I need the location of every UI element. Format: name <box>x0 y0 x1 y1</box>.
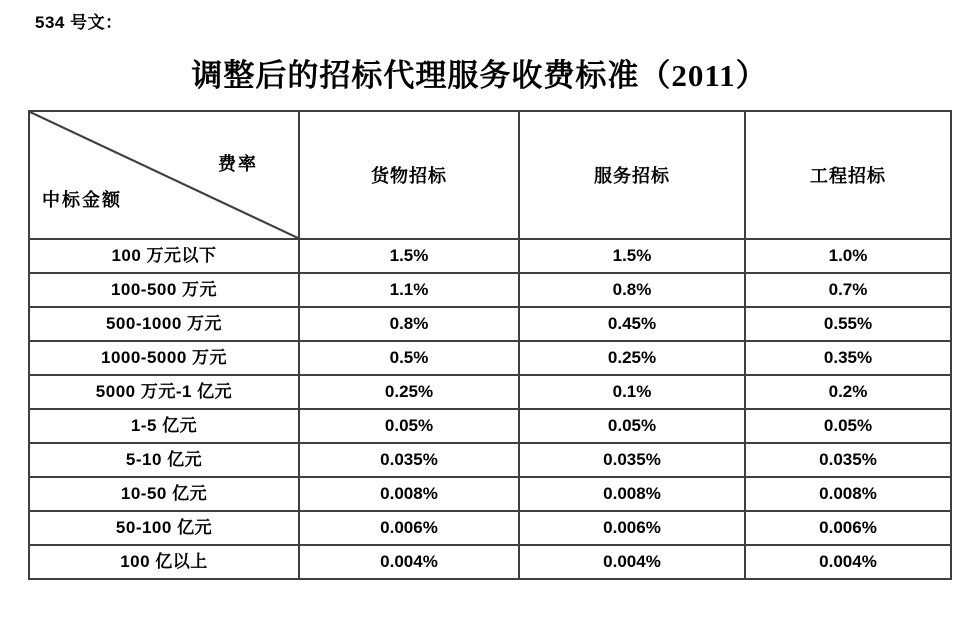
header-row <box>29 111 951 239</box>
page-title: 调整后的招标代理服务收费标准（2011） <box>191 58 768 93</box>
rate-cell: 0.55% <box>745 307 951 341</box>
rate-cell: 1.1% <box>299 273 519 307</box>
table-row <box>29 443 951 477</box>
rate-cell: 0.05% <box>745 409 951 443</box>
corner-header-cell <box>29 111 299 239</box>
table-row <box>29 409 951 443</box>
amount-range-cell: 1000-5000 万元 <box>29 341 299 375</box>
rate-cell: 0.7% <box>745 273 951 307</box>
amount-range-cell: 5000 万元-1 亿元 <box>29 375 299 409</box>
rate-cell: 0.004% <box>745 545 951 579</box>
rate-cell: 0.1% <box>519 375 745 409</box>
rate-cell: 0.8% <box>519 273 745 307</box>
rate-cell: 0.008% <box>745 477 951 511</box>
rate-cell: 1.0% <box>745 239 951 273</box>
rate-cell: 0.35% <box>745 341 951 375</box>
table-row <box>29 307 951 341</box>
amount-range-cell: 100-500 万元 <box>29 273 299 307</box>
table-row <box>29 341 951 375</box>
rate-cell: 0.035% <box>519 443 745 477</box>
rate-cell: 0.004% <box>299 545 519 579</box>
amount-range-cell: 100 亿以上 <box>29 545 299 579</box>
table-row <box>29 375 951 409</box>
table-row <box>29 545 951 579</box>
amount-range-cell: 50-100 亿元 <box>29 511 299 545</box>
rate-cell: 0.05% <box>519 409 745 443</box>
table-row <box>29 239 951 273</box>
rate-cell: 0.006% <box>519 511 745 545</box>
rate-cell: 0.25% <box>519 341 745 375</box>
column-header-service-bidding: 服务招标 <box>519 111 745 239</box>
amount-range-cell: 10-50 亿元 <box>29 477 299 511</box>
doc-number-label: 534 号文： <box>35 13 123 32</box>
rate-cell: 0.05% <box>299 409 519 443</box>
rate-cell: 0.006% <box>299 511 519 545</box>
rate-cell: 0.035% <box>745 443 951 477</box>
rate-cell: 0.035% <box>299 443 519 477</box>
column-header-engineering-bidding: 工程招标 <box>745 111 951 239</box>
amount-range-cell: 500-1000 万元 <box>29 307 299 341</box>
rate-cell: 0.25% <box>299 375 519 409</box>
table-row <box>29 477 951 511</box>
amount-range-cell: 5-10 亿元 <box>29 443 299 477</box>
rate-cell: 0.8% <box>299 307 519 341</box>
column-header-goods-bidding: 货物招标 <box>299 111 519 239</box>
rate-cell: 0.008% <box>519 477 745 511</box>
rate-cell: 1.5% <box>299 239 519 273</box>
fee-rate-table <box>28 110 952 580</box>
rate-cell: 0.5% <box>299 341 519 375</box>
rate-cell: 0.2% <box>745 375 951 409</box>
amount-range-cell: 1-5 亿元 <box>29 409 299 443</box>
corner-label-rate: 费率 <box>218 154 258 174</box>
rate-cell: 0.008% <box>299 477 519 511</box>
table-row <box>29 273 951 307</box>
rate-cell: 0.004% <box>519 545 745 579</box>
table-row <box>29 511 951 545</box>
rate-cell: 0.45% <box>519 307 745 341</box>
amount-range-cell: 100 万元以下 <box>29 239 299 273</box>
rate-cell: 1.5% <box>519 239 745 273</box>
rate-cell: 0.006% <box>745 511 951 545</box>
corner-label-bid-amount: 中标金额 <box>42 190 122 210</box>
